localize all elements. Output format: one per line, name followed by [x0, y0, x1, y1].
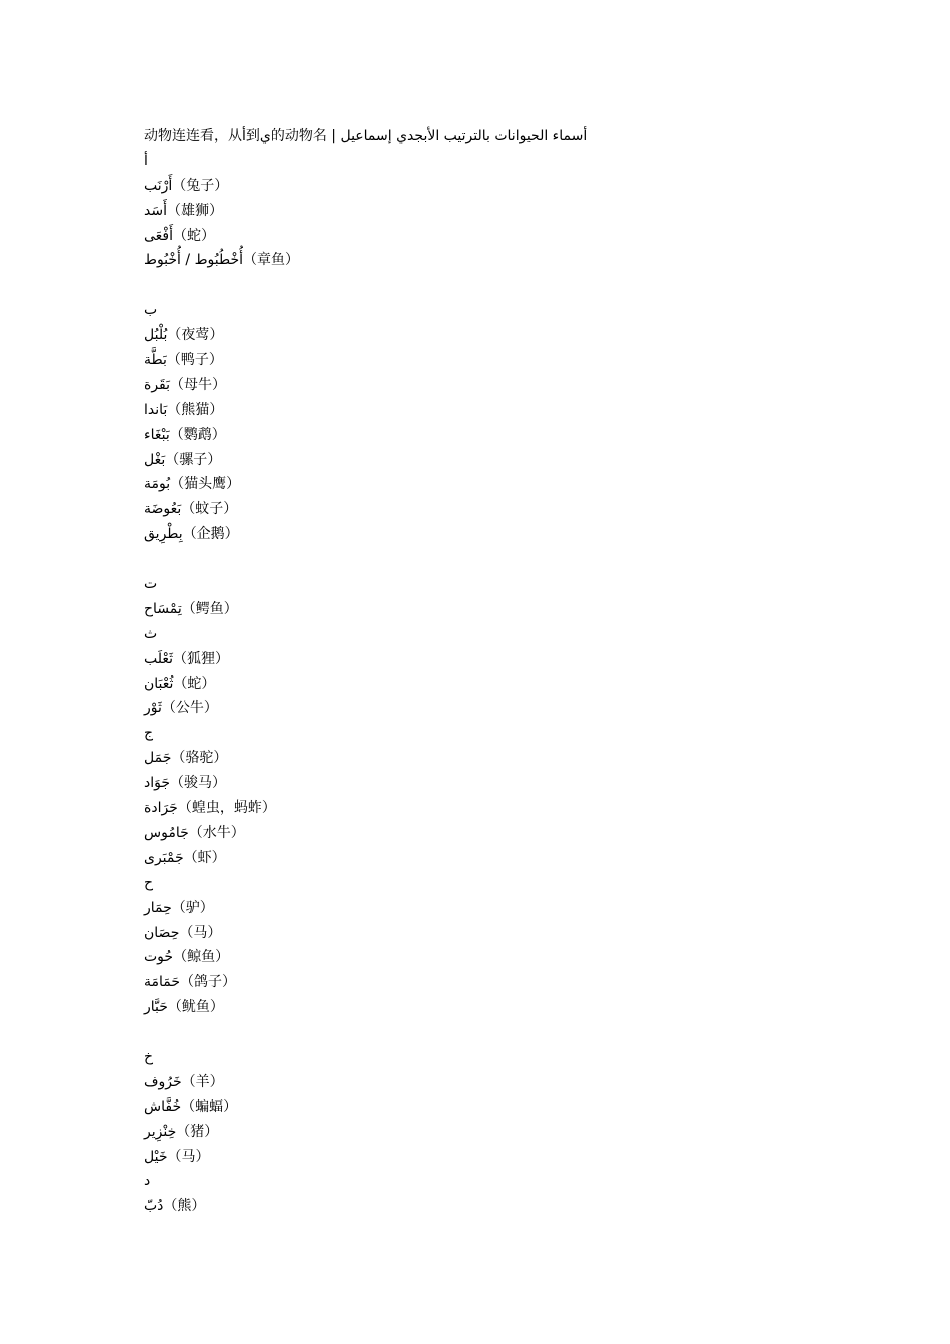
list-item	[144, 522, 844, 547]
section-letter: ب	[144, 302, 158, 319]
chinese-meaning: （鱿鱼）	[167, 999, 224, 1016]
arabic-word: حِمَار	[144, 899, 172, 916]
list-item	[144, 373, 844, 398]
arabic-word: بُومَة	[144, 476, 171, 493]
arabic-word: جَرَادة	[144, 800, 178, 817]
chinese-meaning: （鳄鱼）	[181, 600, 238, 617]
list-item	[144, 921, 844, 946]
arabic-word: أَرْنَب	[144, 177, 173, 194]
list-item	[144, 423, 844, 448]
chinese-meaning: （母牛）	[170, 376, 227, 393]
chinese-meaning: （羊）	[181, 1073, 224, 1090]
chinese-meaning: （雄狮）	[166, 202, 223, 219]
chinese-meaning: （蛇）	[173, 675, 216, 692]
list-item	[144, 696, 844, 721]
chinese-meaning: （章鱼）	[243, 252, 299, 269]
chinese-meaning: （兔子）	[172, 177, 229, 194]
arabic-word: خَيْل	[144, 1148, 168, 1165]
chinese-meaning: （驴）	[171, 899, 214, 916]
chinese-meaning: （鹦鹉）	[169, 426, 226, 443]
list-item	[144, 248, 844, 273]
list-item	[144, 1095, 844, 1120]
chinese-meaning: （马）	[167, 1148, 210, 1165]
chinese-meaning: （鸽子）	[180, 974, 237, 991]
arabic-word: ثُعْبَان	[144, 675, 174, 692]
section-letter: ج	[144, 725, 154, 742]
list-item	[144, 472, 844, 497]
arabic-word: أُخْطُبُوط / أُخْبُوط	[144, 252, 243, 269]
arabic-word: بَقَرة	[144, 376, 171, 393]
arabic-word: بِطْرِيق	[144, 526, 183, 543]
list-item	[144, 348, 844, 373]
list-item	[144, 323, 844, 348]
chinese-meaning: （骆驼）	[171, 750, 228, 767]
arabic-word: خُفَّاش	[144, 1098, 182, 1115]
chinese-meaning: （蛇）	[173, 227, 216, 244]
arabic-word: جَمَل	[144, 750, 172, 767]
chinese-meaning: （骡子）	[165, 451, 222, 468]
chinese-meaning: （企鹅）	[182, 526, 239, 543]
chinese-meaning: （蝙蝠）	[181, 1098, 238, 1115]
chinese-meaning: （猫头鹰）	[170, 476, 241, 493]
arabic-word: حَمَامَة	[144, 974, 181, 991]
list-item	[144, 995, 844, 1020]
arabic-word: أَفْعَى	[144, 227, 174, 244]
chinese-meaning: （虾）	[183, 849, 226, 866]
chinese-meaning: （鲸鱼）	[173, 949, 230, 966]
section-letter: ت	[144, 576, 158, 593]
arabic-word: خِنْزِير	[144, 1123, 177, 1140]
chinese-meaning: （熊猫）	[167, 401, 224, 418]
chinese-meaning: （狐狸）	[173, 650, 230, 667]
chinese-meaning: （水牛）	[188, 824, 245, 841]
arabic-word: حُوت	[144, 949, 174, 966]
arabic-word: حَبَّار	[144, 999, 168, 1016]
list-item	[144, 896, 844, 921]
list-item	[144, 796, 844, 821]
list-item	[144, 647, 844, 672]
list-item	[144, 1070, 844, 1095]
arabic-word: أَسَد	[144, 202, 167, 219]
list-item	[144, 672, 844, 697]
list-item	[144, 1145, 844, 1170]
chinese-meaning: （蝗虫，蚂蚱）	[177, 800, 276, 817]
arabic-word: بَبْغَاء	[144, 426, 170, 443]
spacer	[144, 273, 844, 298]
chinese-meaning: （骏马）	[170, 775, 227, 792]
arabic-word: جَامُوس	[144, 824, 189, 841]
list-item	[144, 746, 844, 771]
list-item	[144, 970, 844, 995]
section-letter: ح	[144, 874, 154, 891]
list-item	[144, 846, 844, 871]
section-letter: د	[144, 1173, 151, 1190]
arabic-word: دُبّ	[144, 1198, 164, 1215]
list-item	[144, 448, 844, 473]
list-item	[144, 1194, 844, 1219]
arabic-word: جَمْبَرى	[144, 849, 184, 866]
section-letter: أ	[144, 152, 148, 169]
chinese-meaning: （夜莺）	[167, 327, 224, 344]
arabic-word: جَوَاد	[144, 775, 171, 792]
list-item	[144, 771, 844, 796]
arabic-word: ثَعْلَب	[144, 650, 174, 667]
chinese-meaning: （马）	[179, 924, 222, 941]
section-letter: ث	[144, 625, 158, 642]
list-item	[144, 945, 844, 970]
list-item	[144, 1120, 844, 1145]
chinese-meaning: （蚊子）	[181, 501, 238, 518]
page-title: 动物连连看，从أ到ي的动物名 | أسماء الحيوانات بالترتيب الأبجدي إسماعيل	[144, 128, 588, 144]
chinese-meaning: （猪）	[176, 1123, 219, 1140]
chinese-meaning: （公牛）	[161, 700, 218, 717]
list-item	[144, 497, 844, 522]
spacer	[144, 1020, 844, 1045]
arabic-word: ثَوْر	[144, 700, 162, 717]
list-item	[144, 398, 844, 423]
arabic-word: حِصَان	[144, 924, 180, 941]
arabic-word: بَعُوضَة	[144, 501, 182, 518]
section-letter: خ	[144, 1048, 154, 1065]
chinese-meaning: （鸭子）	[166, 352, 223, 369]
arabic-word: بَغْل	[144, 451, 166, 468]
arabic-word: تِمْسَاح	[144, 600, 182, 617]
chinese-meaning: （熊）	[163, 1198, 206, 1215]
arabic-word: بَاندا	[144, 401, 168, 418]
document-body	[144, 124, 844, 1219]
arabic-word: خَرُوف	[144, 1073, 182, 1090]
arabic-word: بُلْبُل	[144, 327, 168, 344]
list-item	[144, 597, 844, 622]
list-item	[144, 224, 844, 249]
list-item	[144, 821, 844, 846]
spacer	[144, 547, 844, 572]
arabic-word: بَطَّة	[144, 352, 167, 369]
list-item	[144, 199, 844, 224]
list-item	[144, 174, 844, 199]
